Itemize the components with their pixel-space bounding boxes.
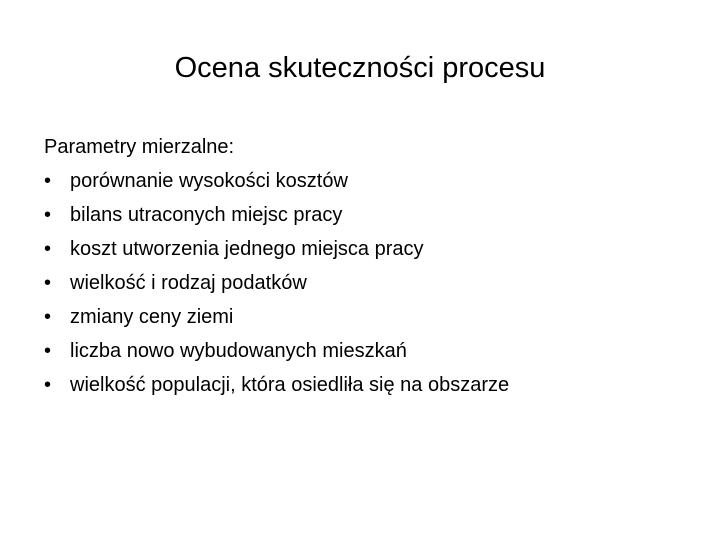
- bullet-icon: •: [44, 204, 52, 226]
- bullet-list: [44, 164, 704, 402]
- bullet-item: [44, 164, 704, 198]
- bullet-text: liczba nowo wybudowanych mieszkań: [70, 340, 407, 362]
- bullet-text: porównanie wysokości kosztów: [70, 170, 348, 192]
- bullet-text: koszt utworzenia jednego miejsca pracy: [70, 238, 424, 260]
- bullet-icon: •: [44, 374, 52, 396]
- bullet-icon: •: [44, 238, 52, 260]
- bullet-text: bilans utraconych miejsc pracy: [70, 204, 343, 226]
- bullet-item: [44, 334, 704, 368]
- bullet-icon: •: [44, 170, 52, 192]
- slide-content: [44, 130, 704, 402]
- bullet-item: [44, 368, 704, 402]
- bullet-icon: •: [44, 306, 52, 328]
- bullet-item: [44, 266, 704, 300]
- bullet-text: wielkość i rodzaj podatków: [70, 272, 307, 294]
- bullet-icon: •: [44, 340, 52, 362]
- bullet-item: [44, 198, 704, 232]
- bullet-icon: •: [44, 272, 52, 294]
- intro-text: Parametry mierzalne:: [44, 136, 235, 158]
- bullet-item: [44, 300, 704, 334]
- bullet-item: [44, 232, 704, 266]
- slide-title: Ocena skuteczności procesu: [174, 52, 546, 84]
- bullet-text: wielkość populacji, która osiedliła się na obszarze: [70, 374, 510, 396]
- bullet-text: zmiany ceny ziemi: [70, 306, 234, 328]
